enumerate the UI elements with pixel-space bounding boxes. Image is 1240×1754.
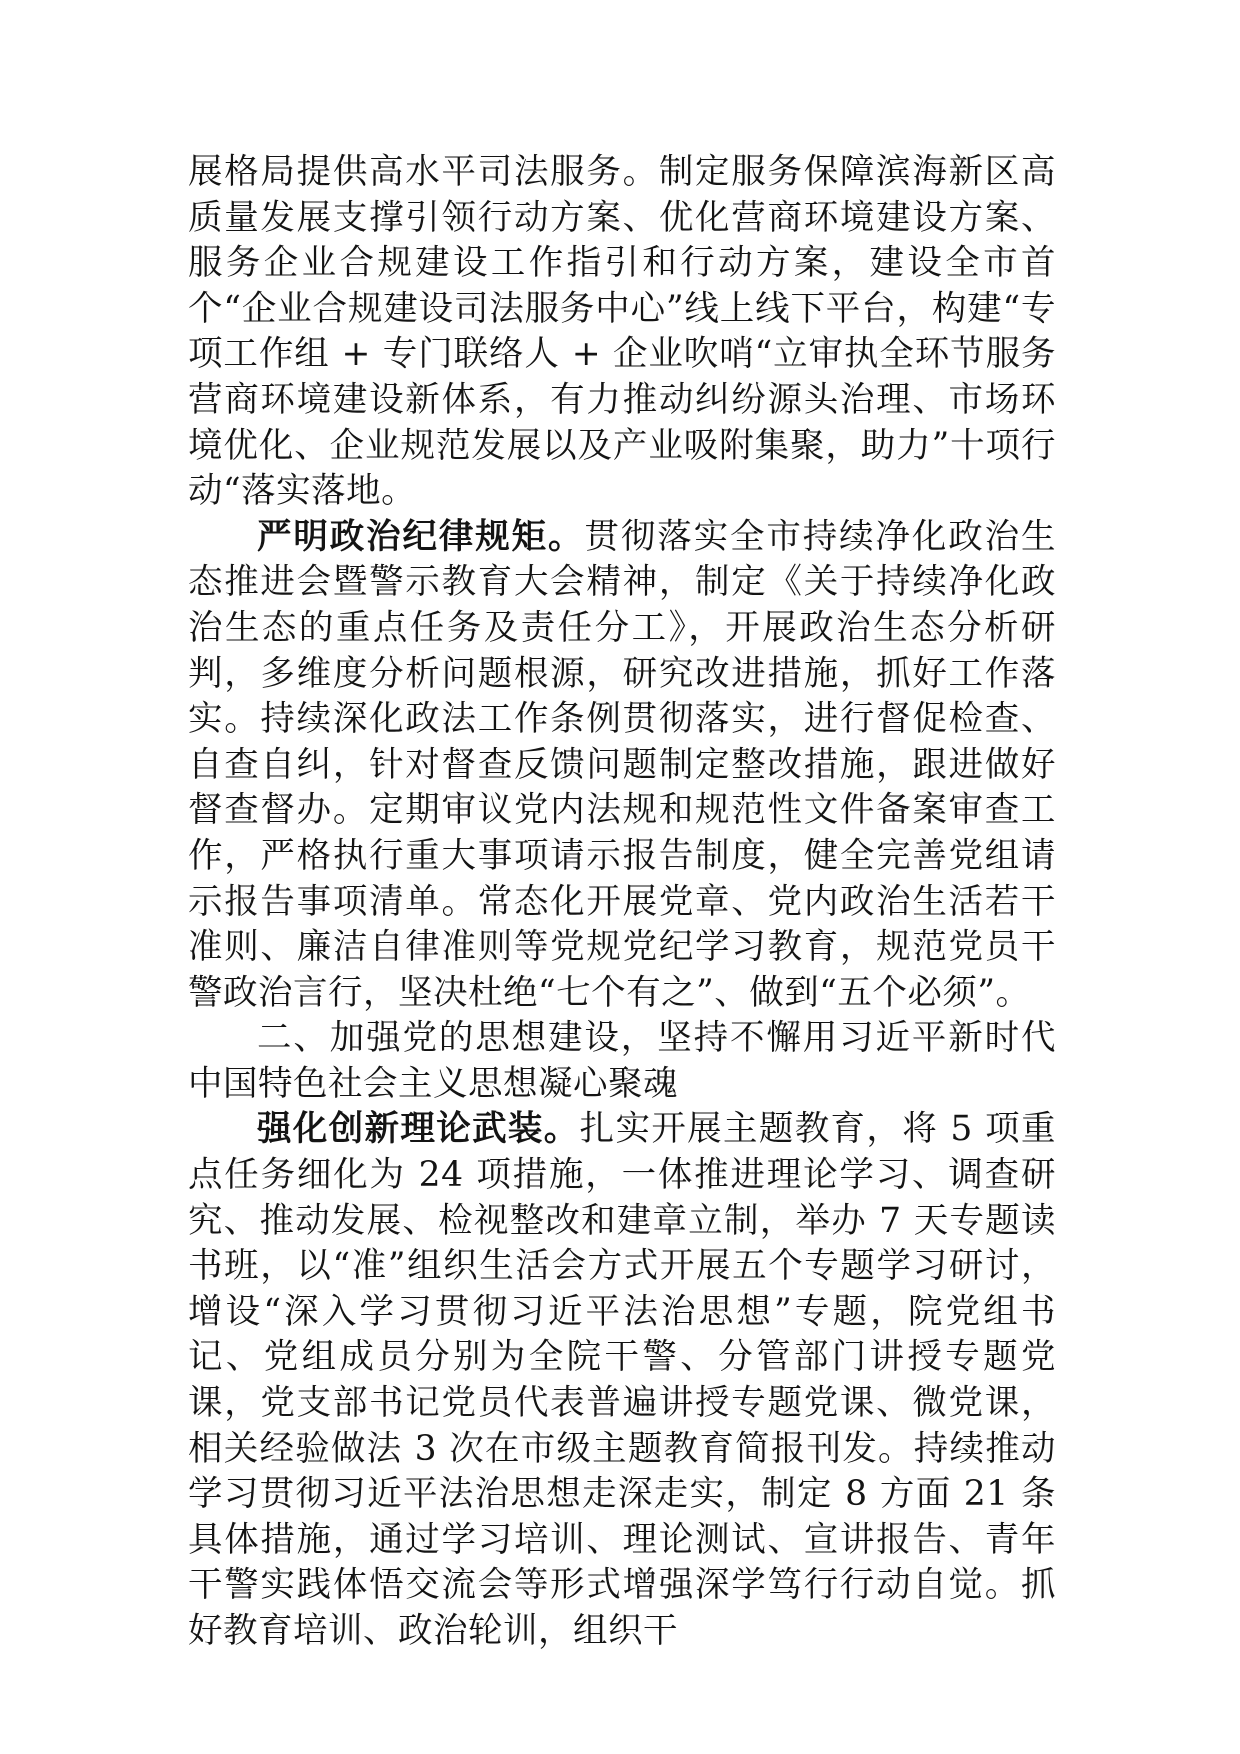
paragraph-text: 展格局提供高水平司法服务。制定服务保障滨海新区高质量发展支撑引领行动方案、优化营商环境建设方案、服务企业合规建设工作指引和行动方案，建设全市首个“企业合规建设司法服务中心”线上线下平台，构建“专项工作组 + 专门联络人 + 企业吹哨“立审执全环节服务营商环境建设新体系，有力推动纠纷源头治理、市场环境优化、企业规范发展以及产业吸附集聚，助力”十项行动“落实落地。 [188, 152, 1056, 512]
document-page [188, 150, 1056, 1655]
paragraph-text: 贯彻落实全市持续净化政治生态推进会暨警示教育大会精神，制定《关于持续净化政治生态的重点任务及责任分工》，开展政治生态分析研判，多维度分析问题根源，研究改进措施，抓好工作落实。持续深化政法工作条例贯彻落实，进行督促检查、自查自纠，针对督查反馈问题制定整改措施，跟进做好督查督办。定期审议党内法规和规范性文件备案审查工作，严格执行重大事项请示报告制度，健全完善党组请示报告事项清单。常态化开展党章、党内政治生活若干准则、廉洁自律准则等党规党纪学习教育，规范党员干警政治言行，坚决杜绝“七个有之”、做到“五个必须”。 [188, 516, 1057, 1013]
paragraph-political-discipline [188, 515, 1056, 1017]
section-heading [188, 1016, 1056, 1107]
section-heading-text: 二、加强党的思想建设，坚持不懈用习近平新时代中国特色社会主义思想凝心聚魂 [188, 1018, 1056, 1104]
paragraph-text: 扎实开展主题教育，将 5 项重点任务细化为 24 项措施，一体推进理论学习、调查研究、推动发展、检视整改和建章立制，举办 7 天专题读书班，以“准”组织生活会方式开展五个专题学习研讨，增设“深入学习贯彻习近平法治思想”专题，院党组书记、党组成员分别为全院干警、分管部门讲授专题党课，党支部书记党员代表普遍讲授专题党课、微党课，相关经验做法 3 次在市级主题教育简报刊发。持续推动学习贯彻习近平法治思想走深走实，制定 8 方面 21 条具体措施，通过学习培训、理论测试、宣讲报告、青年干警实践体悟交流会等形式增强深学笃行行动自觉。抓好教育培训、政治轮训，组织干 [188, 1109, 1057, 1651]
paragraph-continuation [188, 150, 1056, 515]
paragraph-theory-study [188, 1107, 1056, 1654]
paragraph-lead-heading: 严明政治纪律规矩。 [257, 516, 585, 557]
paragraph-lead-heading: 强化创新理论武装。 [257, 1109, 580, 1150]
